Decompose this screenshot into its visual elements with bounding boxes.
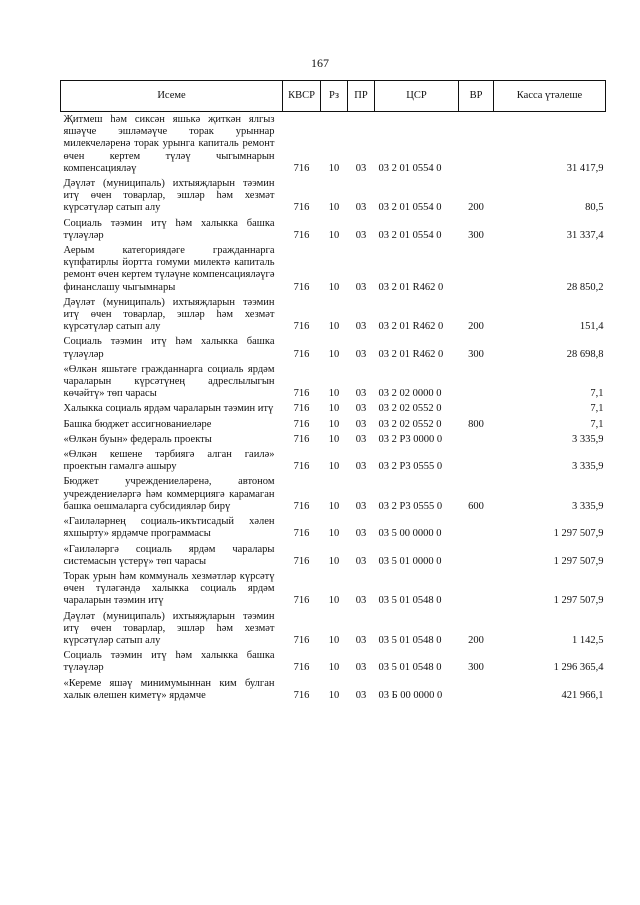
row-pr: 03 (355, 388, 367, 400)
row-rz: 10 (328, 461, 340, 473)
row-kvsr: 716 (293, 348, 310, 360)
row-kvsr: 716 (293, 528, 310, 540)
table-row (61, 401, 606, 416)
table-row (61, 447, 606, 474)
row-vr: 800 (468, 418, 484, 430)
row-name: Дәүләт (муниципаль) ихтыяҗларын тәэмин итү өчен товарлар, эшләр һәм хезмәт күрсәтүләр сатып алу (63, 296, 275, 333)
row-kvsr: 716 (293, 433, 310, 445)
row-kvsr: 716 (293, 634, 310, 646)
header-name: Исеме (61, 81, 283, 112)
row-pr: 03 (355, 162, 367, 174)
row-amount: 7,1 (590, 418, 604, 430)
row-name: Дәүләт (муниципаль) ихтыяҗларын тәэмин итү өчен товарлар, эшләр һәм хезмәт күрсәтүләр сатып алу (63, 610, 275, 646)
row-csr: 03 2 01 R462 0 (378, 281, 444, 293)
row-rz: 10 (328, 202, 340, 214)
row-amount: 28 698,8 (566, 348, 604, 360)
row-name: «Өлкән буын» федераль проекты (63, 433, 212, 445)
row-name: Халыкка социаль ярдәм чараларын тәэмин итү (63, 403, 274, 415)
row-rz: 10 (328, 528, 340, 540)
row-pr: 03 (355, 202, 367, 214)
row-pr: 03 (355, 662, 367, 674)
row-vr (459, 514, 494, 541)
row-amount: 7,1 (590, 388, 604, 400)
row-pr: 03 (355, 595, 367, 607)
row-vr: 300 (468, 662, 484, 674)
row-name: Дәүләт (муниципаль) ихтыяҗларын тәэмин итү өчен товарлар, эшләр һәм хезмәт күрсәтүләр сатып алу (63, 178, 275, 214)
row-vr (459, 569, 494, 609)
row-kvsr: 716 (293, 321, 310, 333)
row-amount: 151,4 (579, 321, 604, 333)
row-amount: 28 850,2 (566, 281, 604, 293)
table-row (61, 432, 606, 447)
row-amount: 1 142,5 (572, 634, 604, 646)
row-vr: 200 (468, 321, 484, 333)
row-kvsr: 716 (293, 202, 310, 214)
row-pr: 03 (355, 281, 367, 293)
table-row (61, 514, 606, 541)
row-name: «Өлкән яшьтәге гражданнарга социаль ярдәм чараларын күрсәтүнең адреслылыгын көчәйтү» төп чарасы (63, 363, 275, 400)
row-amount: 31 417,9 (566, 162, 604, 174)
row-pr: 03 (355, 418, 367, 430)
row-rz: 10 (328, 403, 340, 415)
row-kvsr: 716 (293, 162, 310, 174)
row-csr: 03 5 01 0000 0 (378, 555, 442, 567)
row-rz: 10 (328, 634, 340, 646)
row-name: Социаль тәэмин итү һәм халыкка башка түләүләр (63, 217, 275, 241)
row-pr: 03 (355, 689, 367, 701)
row-rz: 10 (328, 281, 340, 293)
row-kvsr: 716 (293, 388, 310, 400)
row-amount: 31 337,4 (566, 229, 604, 241)
row-rz: 10 (328, 500, 340, 512)
header-vr: ВР (459, 81, 494, 112)
row-pr: 03 (355, 461, 367, 473)
row-amount: 1 297 507,9 (553, 528, 604, 540)
row-kvsr: 716 (293, 281, 310, 293)
row-vr (459, 362, 494, 402)
row-amount: 3 335,9 (572, 433, 604, 445)
row-name: Социаль тәэмин итү һәм халыкка башка түләүләр (63, 336, 275, 360)
row-pr: 03 (355, 403, 367, 415)
row-rz: 10 (328, 555, 340, 567)
row-vr: 200 (468, 202, 484, 214)
table-row (61, 216, 606, 243)
header-rz: Рз (321, 81, 348, 112)
row-name: «Гаиләләргә социаль ярдәм чаралары системасын үстерү» төп чарасы (63, 543, 275, 567)
table-row (61, 542, 606, 569)
row-vr (459, 401, 494, 416)
row-kvsr: 716 (293, 418, 310, 430)
table-row (61, 474, 606, 514)
row-csr: 03 2 P3 0555 0 (378, 500, 443, 512)
row-name: Социаль тәэмин итү һәм халыкка башка түләүләр (63, 650, 275, 674)
table-row (61, 569, 606, 609)
table-row (61, 362, 606, 402)
header-kvsr: КВСР (283, 81, 321, 112)
row-name: Җитмеш һәм сиксән яшькә җиткән ялгыз яшәүче эшләмәүче торак урыннар милекчеләренә торак урынга капиталь ремонт өчен кертем түләү чыгымнарын компенсацияләү (63, 114, 275, 174)
row-csr: 03 2 01 R462 0 (378, 348, 444, 360)
row-vr (459, 112, 494, 177)
budget-table (60, 80, 606, 703)
header-amount: Касса үтәлеше (494, 81, 606, 112)
row-kvsr: 716 (293, 500, 310, 512)
row-amount: 80,5 (585, 202, 604, 214)
row-csr: 03 2 02 0552 0 (378, 403, 442, 415)
row-rz: 10 (328, 433, 340, 445)
row-name: Бюджет учреждениеләренә, автоном учреждениеләргә һәм коммерциягә карамаган башка оешмаларга субсидияләр бирү (63, 476, 275, 512)
row-vr: 600 (468, 500, 484, 512)
row-pr: 03 (355, 634, 367, 646)
row-name: Аерым категориядәге гражданнарга күпфатирлы йортта гомуми милектә капиталь ремонт өчен кертем түләүне компенсацияләүгә финанслашу чыгымнары (63, 245, 275, 293)
row-kvsr: 716 (293, 403, 310, 415)
row-pr: 03 (355, 348, 367, 360)
row-csr: 03 5 01 0548 0 (378, 595, 442, 607)
row-rz: 10 (328, 348, 340, 360)
row-rz: 10 (328, 418, 340, 430)
row-kvsr: 716 (293, 689, 310, 701)
row-rz: 10 (328, 229, 340, 241)
row-pr: 03 (355, 555, 367, 567)
row-name: «Гаиләләрнең социаль-икътисадый хәлен яхшырту» ярдәмче программасы (63, 516, 275, 540)
row-csr: 03 2 01 0554 0 (378, 162, 442, 174)
table-row (61, 295, 606, 335)
row-name: Торак урын һәм коммуналь хезмәтләр күрсәтү өчен түләгәндә халыкка социаль ярдәм чараларын тәэмин итү (63, 570, 275, 607)
row-rz: 10 (328, 388, 340, 400)
row-vr (459, 542, 494, 569)
row-vr: 200 (468, 634, 484, 646)
row-amount: 1 297 507,9 (553, 595, 604, 607)
table-header-row (61, 81, 606, 112)
row-rz: 10 (328, 162, 340, 174)
row-amount: 1 296 365,4 (553, 662, 604, 674)
row-rz: 10 (328, 321, 340, 333)
row-name: «Кереме яшәү минимумыннан ким булган халык өлешен киметү» ярдәмче (63, 677, 275, 701)
row-csr: 03 2 02 0552 0 (378, 418, 442, 430)
row-pr: 03 (355, 528, 367, 540)
row-vr (459, 243, 494, 295)
header-csr: ЦСР (375, 81, 459, 112)
row-rz: 10 (328, 689, 340, 701)
row-amount: 7,1 (590, 403, 604, 415)
table-row (61, 334, 606, 361)
row-vr: 300 (468, 229, 484, 241)
row-rz: 10 (328, 595, 340, 607)
table-row (61, 417, 606, 432)
row-kvsr: 716 (293, 555, 310, 567)
row-pr: 03 (355, 433, 367, 445)
row-csr: 03 5 00 0000 0 (378, 528, 442, 540)
row-csr: 03 2 01 0554 0 (378, 202, 442, 214)
row-kvsr: 716 (293, 662, 310, 674)
table-row (61, 648, 606, 675)
row-csr: 03 2 02 0000 0 (378, 388, 442, 400)
row-pr: 03 (355, 229, 367, 241)
row-vr (459, 447, 494, 474)
row-pr: 03 (355, 321, 367, 333)
row-kvsr: 716 (293, 595, 310, 607)
table-row (61, 609, 606, 649)
row-csr: 03 5 01 0548 0 (378, 634, 442, 646)
page-number: 167 (311, 56, 329, 70)
table-row (61, 676, 606, 703)
row-name: «Өлкән кешене тәрбиягә алган гаилә» проектын гамәлгә ашыру (63, 449, 275, 473)
table-row (61, 243, 606, 295)
row-kvsr: 716 (293, 461, 310, 473)
row-vr: 300 (468, 348, 484, 360)
row-csr: 03 2 P3 0000 0 (378, 433, 443, 445)
row-rz: 10 (328, 662, 340, 674)
table-body (61, 112, 606, 703)
header-pr: ПР (348, 81, 375, 112)
row-pr: 03 (355, 500, 367, 512)
row-csr: 03 2 01 0554 0 (378, 229, 442, 241)
row-amount: 3 335,9 (572, 461, 604, 473)
row-csr: 03 2 01 R462 0 (378, 321, 444, 333)
row-amount: 1 297 507,9 (553, 555, 604, 567)
row-amount: 3 335,9 (572, 500, 604, 512)
row-csr: 03 5 01 0548 0 (378, 662, 442, 674)
row-csr: 03 Б 00 0000 0 (378, 689, 443, 701)
row-vr (459, 676, 494, 703)
row-amount: 421 966,1 (561, 689, 604, 701)
row-vr (459, 432, 494, 447)
table-row (61, 176, 606, 216)
table-row (61, 112, 606, 177)
row-kvsr: 716 (293, 229, 310, 241)
row-name: Башка бюджет ассигнованиеләре (63, 418, 212, 430)
row-csr: 03 2 P3 0555 0 (378, 461, 443, 473)
